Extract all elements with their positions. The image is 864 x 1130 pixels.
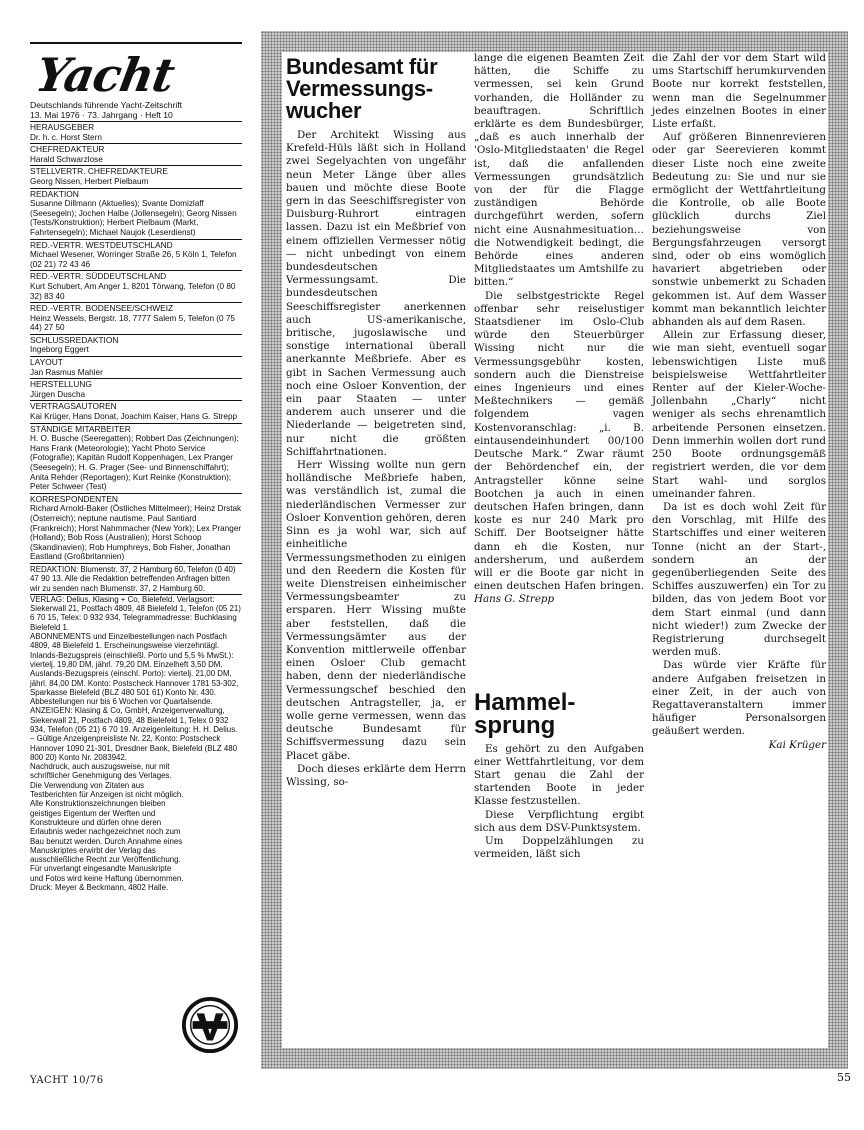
paragraph: Der Architekt Wissing aus Krefeld-Hüls läßt sich in Holland zwei Segelyachten von ungefähr neun Meter Länge über alles bauen und möchte diese Boote gern in das Seeschiffsregister von Duisburg-Ruhrort eintragen lassen. Dazu ist ein Meßbrief von einem offiziellen Vermesser nötig — nicht unbedingt von einem bundesdeutschen Vermessungsamt. Die bundesdeutschen Seeschiffsregister anerkennen auch US-amerikanische, britische, jugoslawische und sonstige international überall anerkannte Meßbriefe. Aber es gibt in Sachen Vermessung auch noch eine Osloer Konvention, der ein paar Staaten — unter anderem auch unserer und die Niederlande — beigetreten sind, nur nicht die größten Schiffahrtnationen. bbox=[286, 129, 466, 458]
paragraph: Die selbstgestrickte Regel offenbar sehr reiselustiger Staatsdiener im Oslo-Club würde den Steuerbürger Wissing nicht nur die Vermessungsgebühr kosten, sondern auch die Dienstreise eines Ingenieurs und eines Meßtechnikers — gemäß folgendem vagen Kostenvoranschlag: „i. B. eintausendeinhundert 00/100 Deutsche Mark.“ Zwar räumt der Behördenchef ein, der Antragsteller könne seine Bootchen ja auch in einen deutschen Hafen bringen, dann koste es nur 240 Mark pro Schiff. Der Bootseigner hätte dann eh die Kosten, nur andersherum, und außerdem will er die Boote gar nicht in einen deutschen Hafen bringen. Hans G. Strepp bbox=[474, 289, 644, 606]
impressum-vertragsautoren: VERTRAGSAUTOREN Kai Krüger, Hans Donat, Joachim Kaiser, Hans G. Strepp bbox=[30, 401, 242, 423]
impressum-sued: RED.-VERTR. SÜDDEUTSCHLAND Kurt Schubert, Am Anger 1, 8201 Törwang, Telefon (0 80 32) 83 40 bbox=[30, 271, 242, 303]
paragraph: Auf größeren Binnenrevieren oder gar Seerevieren kommt dieser Liste noch eine zweite Bedeutung zu: Sie und nur sie ermöglicht der Wettfahrtleitung die Kontrolle, ob alle Boote glücklich durchs Ziel beziehungsweise von Bergungsfahrzeugen versorgt sind, oder ob eins womöglich havariert abgetrieben oder sonstwie unbemerkt zu Schaden gekommen ist. Auf dem Wasser kommt man bekanntlich leichter abhanden als auf dem Rasen. bbox=[652, 131, 826, 329]
impressum-herstellung: HERSTELLUNG Jürgen Duscha bbox=[30, 379, 242, 401]
headline-hammelsprung: Hammel-sprung bbox=[474, 688, 576, 739]
article-column-1 bbox=[286, 52, 466, 789]
impressum-mitarbeiter: STÄNDIGE MITARBEITER H. O. Busche (Seeregatten); Robbert Das (Zeichnungen); Hans Frank (Meteorologie); Yacht Photo Service (Fotografie); Kapitän Rudolf Koppenhagen, Lex Pranger (Seesegeln); H. G. Prager (See- und Binnenschiffahrt); Anita Rehder (Reportagen); Kurt Reinke (Konstruktion); Peter Schweer (Test) bbox=[30, 424, 242, 494]
paragraph: Um Doppelzählungen zu vermeiden, läßt sich bbox=[474, 834, 644, 861]
ivw-logo-icon bbox=[181, 996, 239, 1054]
headline-bundesamt: Bundesamt für Vermessungs-wucher bbox=[286, 54, 438, 123]
impressum-korrespondenten: KORRESPONDENTEN Richard Arnold-Baker (Östliches Mittelmeer); Heinz Drstak (Österreich); neptune nautisme, Paul Santiard (Frankreich); Horst Nahmmacher (New York); Lex Pranger (Holland); Bob Ross (Australien); Horst Schoop (Skandinavien); Rob Humphreys, Bob Fisher, Jonathan Eastland (Großbritannien) bbox=[30, 494, 242, 564]
impressum-redaktion-address: REDAKTION: Blumenstr. 37, 2 Hamburg 60, Telefon (0 40) 47 90 13. Alle die Redaktion betreffenden Anfragen bitten wir zu senden nach Blumenstr. 37, 2 Hamburg 60. bbox=[30, 564, 242, 595]
article-column-3 bbox=[652, 52, 826, 752]
paragraph: Es gehört zu den Aufgaben einer Wettfahrtleitung, vor dem Start genau die Zahl der startenden Boote in jeder Klasse festzustellen. bbox=[474, 742, 644, 808]
impressum-redaktion: REDAKTION Susanne Dillmann (Aktuelles); Svante Domizlaff (Seesegeln); Jochen Halbe (Jollensegeln); Georg Nissen (Tests/Konstruktion); Herbert Pielbaum (Markt, Fahrtensegeln); Michael Naujok (Leserdienst) bbox=[30, 189, 242, 240]
masthead-rule bbox=[30, 42, 242, 44]
masthead-tagline: Deutschlands führende Yacht-Zeitschrift bbox=[30, 100, 183, 110]
article-column-2 bbox=[474, 52, 644, 861]
impressum-herausgeber: HERAUSGEBER Dr. h. c. Horst Stern bbox=[30, 122, 242, 144]
impressum-nachdruck: Nachdruck, auch auszugsweise, nur mit schriftlicher Genehmigung des Verlages. Die Verwendung von Zitaten aus Testberichten für Anzeigen ist nicht möglich. Alle Konstruktionszeichnungen bleiben geistiges Eigentum der Werften und Konstrukteure und dürfen ohne deren Erlaubnis weder nachgezeichnet noch zum Bau benutzt werden. Durch Annahme eines Manuskriptes erwirbt der Verlag das ausschließliche Recht zur Veröffentlichung. Für unverlangt eingesandte Manuskripte und Fotos wird keine Haftung übernommen. Druck: Meyer & Beckmann, 4802 Halle. bbox=[30, 762, 184, 893]
impressum-layout: LAYOUT Jan Rasmus Mahler bbox=[30, 357, 242, 379]
yacht-logo: Yacht bbox=[31, 48, 178, 102]
impressum-verlag: VERLAG: Delius, Klasing + Co, Bielefeld. Verlagsort: Siekerwall 21, Postfach 4809, 48 Bielefeld 1, Telefon (05 21) 6 70 15, Telex: 0 932 934, Telegrammadresse: Buchklasing Bielefeld 1. bbox=[30, 594, 241, 632]
page-number: 55 bbox=[837, 1071, 851, 1084]
paragraph: die Zahl der vor dem Start wild ums Startschiff herumkurvenden Boote nur korrekt feststellen, wenn man die Segelnummer jedes einzelnen Bootes in einer Liste erfaßt. bbox=[652, 52, 826, 131]
footer-issue: YACHT 10/76 bbox=[30, 1075, 104, 1086]
impressum-west: RED.-VERTR. WESTDEUTSCHLAND Michael Wesener, Worringer Straße 26, 5 Köln 1, Telefon (02 21) 72 43 46 bbox=[30, 240, 242, 272]
impressum-chefredakteur: CHEFREDAKTEUR Harald Schwarzlose bbox=[30, 144, 242, 166]
impressum-bodensee: RED.-VERTR. BODENSEE/SCHWEIZ Heinz Wessels, Bergstr. 18, 7777 Salem 5, Telefon (0 75 44) 27 50 bbox=[30, 303, 242, 335]
paragraph: Herr Wissing wollte nun gern holländische Meßbriefe haben, was verständlich ist, zumal die niederländischen Vermesser zur Osloer Konvention gehören, deren Sinn es ja wohl war, sich auf einheitliche Vermessungsmethoden zu einigen und den Reedern die Kosten für weite Dienstreisen einheimischer Vermessungsbeamter zu ersparen. Herr Wissing mußte aber feststellen, daß die Vermessungsämter aus der Konvention mittlerweile offenbar einen Osloer Club gemacht haben, denn der niederländische Vermessungschef beschied den deutschen Antragsteller, ja, er wolle gerne vermessen, wenn das deutsche Bundesamt für Schiffsvermessung dazu sein Placet gäbe. bbox=[286, 459, 466, 762]
paragraph: Doch dieses erklärte dem Herrn Wissing, so- bbox=[286, 762, 466, 788]
issue-line: 13. Mai 1976 · 73. Jahrgang · Heft 10 bbox=[30, 110, 242, 122]
paragraph: Allein zur Erfassung dieser, wie man sieht, eventuell sogar lebenswichtigen Liste muß beispielsweise Wettfahrtleiter Renter auf der Kieler-Woche-Jollenbahn „Charly“ nicht weniger als sechs ehrenamtlich arbeitende Personen einsetzen. Denn immerhin wollen dort rund 250 Boote ordnungsgemäß registriert werden, die vor dem Start wahl- und sorglos umeinander fahren. bbox=[652, 329, 826, 500]
paragraph: Das würde vier Kräfte für andere Aufgaben freisetzen in einer Zeit, in der auch von Regattaveranstaltern immer häufiger Personalsorgen geäußert werden. bbox=[652, 659, 826, 738]
paragraph: Diese Verpflichtung ergibt sich aus dem DSV-Punktsystem. bbox=[474, 808, 644, 834]
paragraph: lange die eigenen Beamten Zeit hätten, die Schiffe zu vermessen, sei kein Grund vorhanden, die Holländer zu beauftragen. Schriftlich erklärte es dem Bundesbürger, „daß es auch innerhalb der 'Oslo-Mitgliedstaaten' die Regel ist, daß die anfallenden Vermessungen grundsätzlich von der für die Flagge zuständigen Behörde durchgeführt werden, sofern nicht eine Ausnahmesituation… die Notwendigkeit bedingt, die Behörde eines anderen Mitgliedstaates um Amtshilfe zu bitten.“ bbox=[474, 52, 644, 289]
impressum-stellvertreter: STELLVERTR. CHEFREDAKTEURE Georg Nissen, Herbert Pielbaum bbox=[30, 166, 242, 188]
impressum-schlussredaktion: SCHLUSSREDAKTION Ingeborg Eggert bbox=[30, 335, 242, 357]
impressum-column bbox=[30, 42, 242, 892]
impressum-abonnements: ABONNEMENTS und Einzelbestellungen nach Postfach 4809, 48 Bielefeld 1. Erscheinungsweise vierzehntägl. Inlands-Bezugspreis (einschließl. Porto und 5,5 % MwSt.): viertelj. 19,80 DM, jährl. 79,20 DM. Einzelheft 3,50 DM. Auslands-Bezugspreis (einschl. Porto): viertelj. 21,00 DM, jährl. 84,00 DM. Konto: Postscheck Hannover 1781 53-302, Sparkasse Bielefeld (BLZ 480 501 61) Konto Nr. 430. Abbestellungen nur bis 6 Wochen vor Quartalsende. bbox=[30, 632, 239, 707]
article-area bbox=[282, 52, 828, 1048]
paragraph: Da ist es doch wohl Zeit für den Vorschlag, mit Hilfe des Startschiffes und einer weiteren Tonne (nicht an der Start-, sondern an der gegenüberliegenden Seite des Schiffes auszuwerfen) ein Tor zu bilden, das von jedem Boot vor dem Start einmal (und dann nicht wieder!) zum Zwecke der Registrierung durchsegelt werden muß. bbox=[652, 500, 826, 659]
author-krueger: Kai Krüger bbox=[768, 738, 826, 751]
impressum-anzeigen: ANZEIGEN: Klasing & Co, GmbH, Anzeigenverwaltung, Siekerwall 21, Postfach 4809, 48 Bielefeld 1, Telex 0 932 934, Telefon (05 21) 6 70 19. Anzeigenleitung: H. H. Delius. – Gültige Anzeigenpreisliste Nr. 22, Konto: Postscheck Hannover 1090 21-301, Dresdner Bank, Bielefeld (BLZ 480 800 20) Konto Nr. 2083942. bbox=[30, 706, 238, 762]
author-strepp: Hans G. Strepp bbox=[474, 593, 555, 606]
